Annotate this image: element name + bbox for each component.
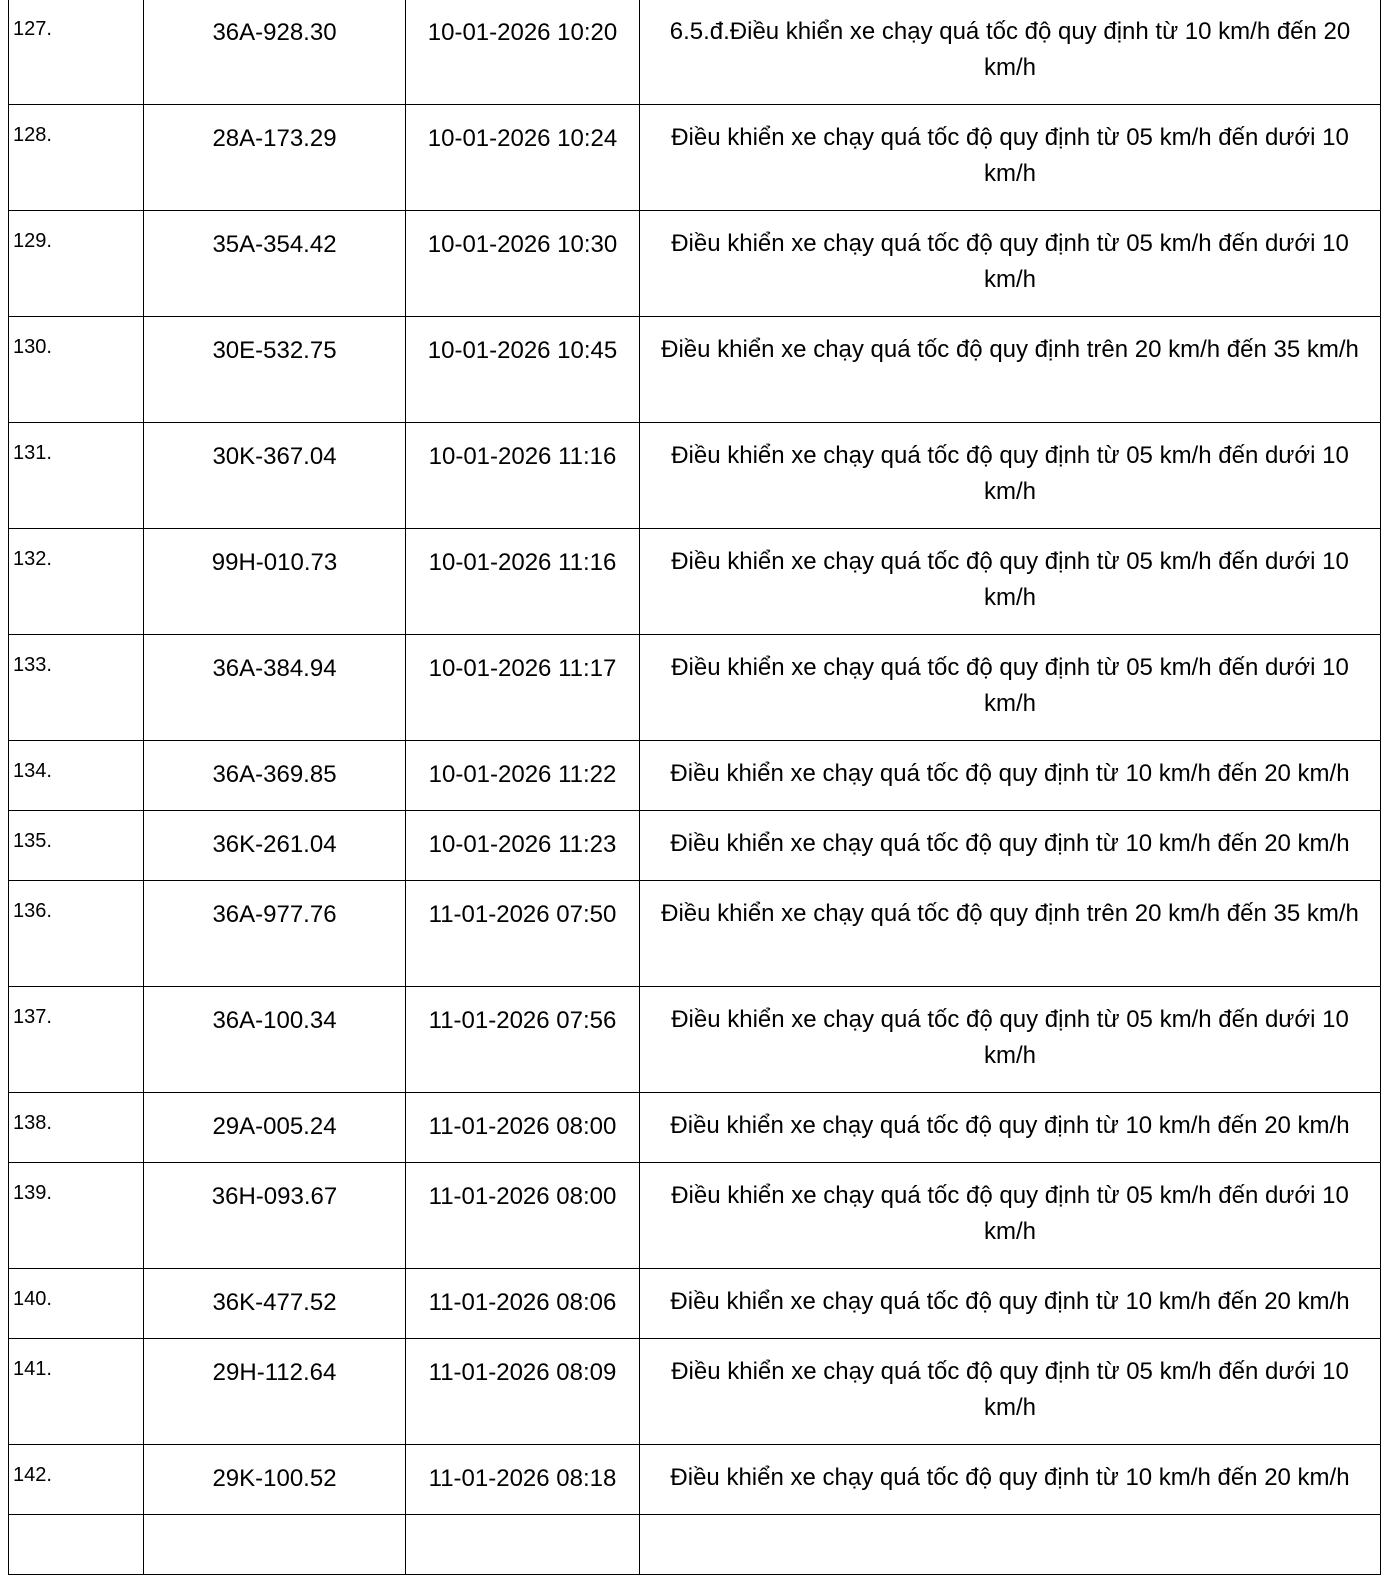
row-number <box>9 1515 144 1575</box>
violation-description: Điều khiển xe chạy quá tốc độ quy định từ 10 km/h đến 20 km/h <box>640 1269 1381 1339</box>
license-plate: 29H-112.64 <box>144 1339 406 1445</box>
violation-time: 10-01-2026 11:23 <box>406 811 640 881</box>
violation-description: Điều khiển xe chạy quá tốc độ quy định từ 10 km/h đến 20 km/h <box>640 741 1381 811</box>
violation-time: 11-01-2026 08:09 <box>406 1339 640 1445</box>
row-number: 131. <box>9 423 144 529</box>
violation-description: Điều khiển xe chạy quá tốc độ quy định trên 20 km/h đến 35 km/h <box>640 317 1381 423</box>
row-number: 136. <box>9 881 144 987</box>
table-row <box>9 987 1381 1093</box>
violation-time: 10-01-2026 10:30 <box>406 211 640 317</box>
row-number: 129. <box>9 211 144 317</box>
violation-description: Điều khiển xe chạy quá tốc độ quy định từ 05 km/h đến dưới 10 km/h <box>640 105 1381 211</box>
table-row <box>9 211 1381 317</box>
license-plate: 36A-928.30 <box>144 0 406 105</box>
violation-time: 11-01-2026 08:00 <box>406 1163 640 1269</box>
violation-description: Điều khiển xe chạy quá tốc độ quy định từ 05 km/h đến dưới 10 km/h <box>640 1163 1381 1269</box>
license-plate: 36A-369.85 <box>144 741 406 811</box>
row-number: 142. <box>9 1445 144 1515</box>
license-plate: 99H-010.73 <box>144 529 406 635</box>
table-row <box>9 1163 1381 1269</box>
table-row <box>9 881 1381 987</box>
table-row <box>9 1515 1381 1575</box>
table-row <box>9 1445 1381 1515</box>
violation-time: 11-01-2026 07:56 <box>406 987 640 1093</box>
license-plate: 35A-354.42 <box>144 211 406 317</box>
violation-time <box>406 1515 640 1575</box>
violation-time: 10-01-2026 11:22 <box>406 741 640 811</box>
violation-description: Điều khiển xe chạy quá tốc độ quy định từ 10 km/h đến 20 km/h <box>640 1445 1381 1515</box>
row-number: 138. <box>9 1093 144 1163</box>
license-plate: 28A-173.29 <box>144 105 406 211</box>
row-number: 127. <box>9 0 144 105</box>
table-row <box>9 811 1381 881</box>
violation-description: 6.5.đ.Điều khiển xe chạy quá tốc độ quy định từ 10 km/h đến 20 km/h <box>640 0 1381 105</box>
license-plate: 29K-100.52 <box>144 1445 406 1515</box>
license-plate: 30E-532.75 <box>144 317 406 423</box>
violation-time: 10-01-2026 10:45 <box>406 317 640 423</box>
violation-time: 10-01-2026 11:16 <box>406 423 640 529</box>
license-plate: 36A-977.76 <box>144 881 406 987</box>
license-plate: 36K-261.04 <box>144 811 406 881</box>
violation-time: 10-01-2026 11:17 <box>406 635 640 741</box>
license-plate <box>144 1515 406 1575</box>
row-number: 137. <box>9 987 144 1093</box>
violation-description: Điều khiển xe chạy quá tốc độ quy định từ 10 km/h đến 20 km/h <box>640 811 1381 881</box>
row-number: 141. <box>9 1339 144 1445</box>
row-number: 135. <box>9 811 144 881</box>
table-row <box>9 741 1381 811</box>
license-plate: 36A-384.94 <box>144 635 406 741</box>
table-row <box>9 635 1381 741</box>
row-number: 130. <box>9 317 144 423</box>
violation-description: Điều khiển xe chạy quá tốc độ quy định từ 05 km/h đến dưới 10 km/h <box>640 1339 1381 1445</box>
row-number: 133. <box>9 635 144 741</box>
violation-time: 11-01-2026 08:18 <box>406 1445 640 1515</box>
row-number: 139. <box>9 1163 144 1269</box>
row-number: 132. <box>9 529 144 635</box>
table-row <box>9 1339 1381 1445</box>
table-row <box>9 317 1381 423</box>
table-row <box>9 0 1381 105</box>
table-row <box>9 423 1381 529</box>
violation-description: Điều khiển xe chạy quá tốc độ quy định từ 05 km/h đến dưới 10 km/h <box>640 423 1381 529</box>
violation-time: 10-01-2026 11:16 <box>406 529 640 635</box>
violation-time: 10-01-2026 10:20 <box>406 0 640 105</box>
license-plate: 29A-005.24 <box>144 1093 406 1163</box>
table-row <box>9 529 1381 635</box>
violation-description: Điều khiển xe chạy quá tốc độ quy định từ 05 km/h đến dưới 10 km/h <box>640 529 1381 635</box>
license-plate: 36A-100.34 <box>144 987 406 1093</box>
violation-description: Điều khiển xe chạy quá tốc độ quy định từ 05 km/h đến dưới 10 km/h <box>640 211 1381 317</box>
table-row <box>9 1093 1381 1163</box>
violation-description: Điều khiển xe chạy quá tốc độ quy định từ 05 km/h đến dưới 10 km/h <box>640 635 1381 741</box>
violation-description: Điều khiển xe chạy quá tốc độ quy định từ 05 km/h đến dưới 10 km/h <box>640 987 1381 1093</box>
row-number: 140. <box>9 1269 144 1339</box>
license-plate: 36H-093.67 <box>144 1163 406 1269</box>
violation-description: Điều khiển xe chạy quá tốc độ quy định từ 10 km/h đến 20 km/h <box>640 1093 1381 1163</box>
violations-table <box>8 0 1381 1575</box>
table-row <box>9 105 1381 211</box>
violation-description: Điều khiển xe chạy quá tốc độ quy định trên 20 km/h đến 35 km/h <box>640 881 1381 987</box>
violations-table-body <box>9 0 1381 1575</box>
license-plate: 36K-477.52 <box>144 1269 406 1339</box>
table-row <box>9 1269 1381 1339</box>
violation-time: 10-01-2026 10:24 <box>406 105 640 211</box>
violation-time: 11-01-2026 08:06 <box>406 1269 640 1339</box>
violation-time: 11-01-2026 08:00 <box>406 1093 640 1163</box>
violation-description <box>640 1515 1381 1575</box>
license-plate: 30K-367.04 <box>144 423 406 529</box>
row-number: 134. <box>9 741 144 811</box>
row-number: 128. <box>9 105 144 211</box>
violation-time: 11-01-2026 07:50 <box>406 881 640 987</box>
